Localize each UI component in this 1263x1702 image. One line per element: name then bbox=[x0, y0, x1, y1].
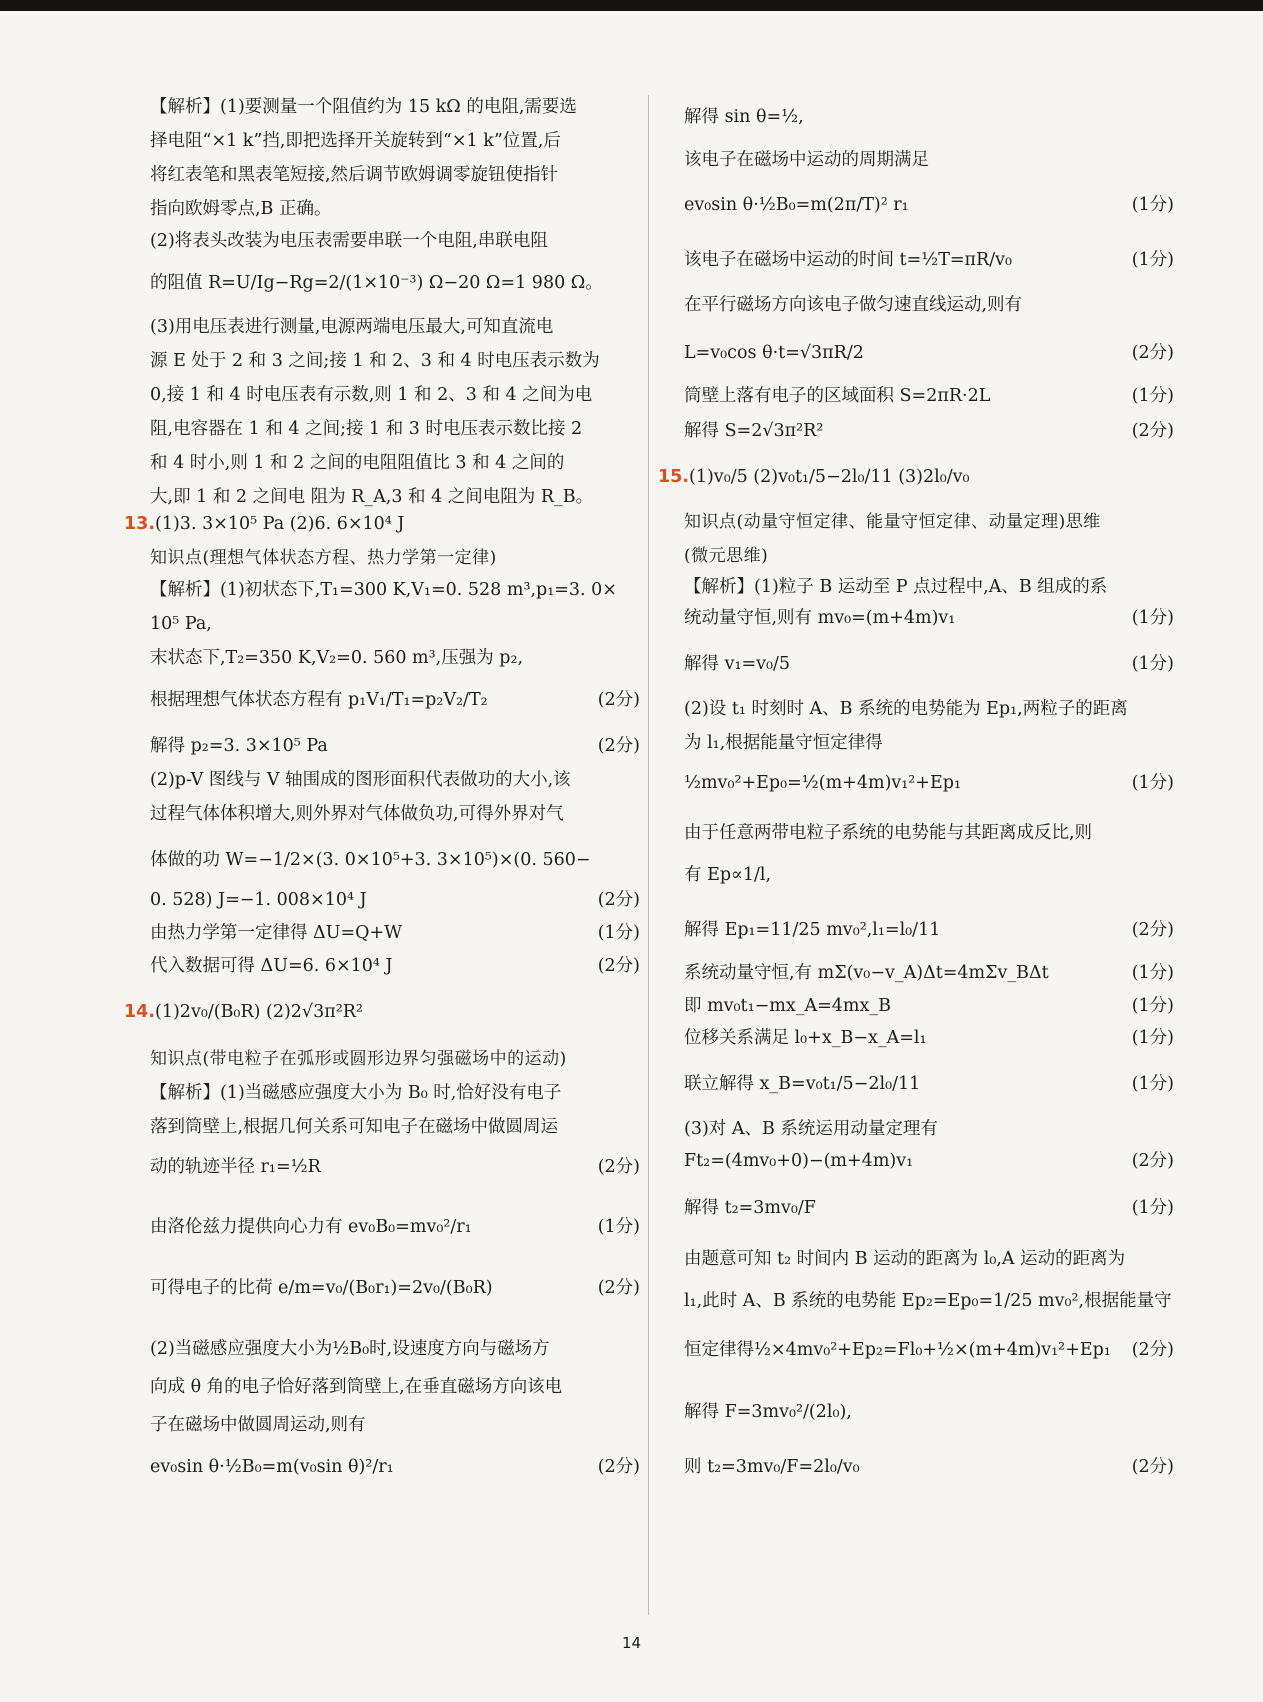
scored-line: 根据理想气体状态方程有 p₁V₁/T₁=p₂V₂/T₂ (2分) bbox=[150, 690, 640, 710]
text-line: (2)当磁感应强度大小为½B₀时,设速度方向与磁场方 bbox=[150, 1339, 550, 1359]
text-line: (3)用电压表进行测量,电源两端电压最大,可知直流电 bbox=[150, 317, 554, 337]
question-number: 14. bbox=[124, 1002, 156, 1022]
text-line: (3)对 A、B 系统运用动量定理有 bbox=[684, 1119, 938, 1139]
text-line: 子在磁场中做圆周运动,则有 bbox=[150, 1415, 366, 1435]
scored-line: 解得 v₁=v₀/5 (1分) bbox=[684, 654, 1174, 674]
scored-line: 解得 S=2√3π²R² (2分) bbox=[684, 421, 1174, 441]
q13-answer bbox=[124, 507, 640, 541]
text-line: (2)将表头改装为电压表需要串联一个电阻,串联电阻 bbox=[150, 231, 548, 251]
q15-knowledge-point bbox=[684, 505, 1174, 573]
question-number: 13. bbox=[124, 514, 156, 534]
text-line: 的阻值 R=U/Ig−Rg=2/(1×10⁻³) Ω−20 Ω=1 980 Ω。 bbox=[150, 273, 603, 293]
question-number: 15. bbox=[658, 467, 690, 487]
text-line: 【解析】(1)粒子 B 运动至 P 点过程中,A、B 组成的系 bbox=[684, 577, 1108, 597]
text-line: 【解析】(1)要测量一个阻值约为 15 kΩ 的电阻,需要选 bbox=[150, 97, 577, 117]
scored-line: 解得 t₂=3mv₀/F (1分) bbox=[684, 1198, 1174, 1218]
q13-analysis bbox=[150, 573, 640, 675]
column-divider bbox=[648, 95, 649, 1615]
text-line: 为 l₁,根据能量守恒定律得 bbox=[684, 733, 883, 753]
text-line: l₁,此时 A、B 系统的电势能 Ep₂=Ep₀=1/25 mv₀²,根据能量守 bbox=[684, 1291, 1172, 1311]
text-line: 体做的功 W=−1/2×(3. 0×10⁵+3. 3×10⁵)×(0. 560− bbox=[150, 850, 591, 870]
text-line: 该电子在磁场中运动的周期满足 bbox=[684, 150, 929, 170]
text-line: 向成 θ 角的电子恰好落到筒壁上,在垂直磁场方向该电 bbox=[150, 1377, 563, 1397]
text-line: 在平行磁场方向该电子做匀速直线运动,则有 bbox=[684, 295, 1023, 315]
text-line: 知识点(动量守恒定律、能量守恒定律、动量定理)思维 bbox=[684, 512, 1101, 532]
text-line: 大,即 1 和 2 之间电 阻为 R_A,3 和 4 之间电阻为 R_B。 bbox=[150, 487, 594, 507]
scored-line: 该电子在磁场中运动的时间 t=½T=πR/v₀ (1分) bbox=[684, 250, 1174, 270]
q13-analysis-part2 bbox=[150, 763, 640, 831]
text-line: 由于任意两带电粒子系统的电势能与其距离成反比,则 bbox=[684, 823, 1093, 843]
scored-line: Ft₂=(4mv₀+0)−(m+4m)v₁ (2分) bbox=[684, 1151, 1174, 1171]
scored-line: 代入数据可得 ΔU=6. 6×10⁴ J (2分) bbox=[150, 956, 640, 976]
text-line: 源 E 处于 2 和 3 之间;接 1 和 2、3 和 4 时电压表示数为 bbox=[150, 351, 600, 371]
q12-analysis-part3 bbox=[150, 310, 640, 514]
answer-text: (1)v₀/5 (2)v₀t₁/5−2l₀/11 (3)2l₀/v₀ bbox=[689, 467, 970, 487]
page-number: 14 bbox=[621, 1634, 642, 1652]
q12-analysis-part2 bbox=[150, 220, 640, 304]
text-line: 0,接 1 和 4 时电压表有示数,则 1 和 2、3 和 4 之间为电 bbox=[150, 385, 593, 405]
q14-knowledge-point: 知识点(带电粒子在弧形或圆形边界匀强磁场中的运动) bbox=[150, 1049, 567, 1069]
scored-line: ev₀sin θ·½B₀=m(2π/T)² r₁ (1分) bbox=[684, 195, 1174, 215]
text-line: 阻,电容器在 1 和 4 之间;接 1 和 3 时电压表示数比接 2 bbox=[150, 419, 583, 439]
scored-line: 0. 528) J=−1. 008×10⁴ J (2分) bbox=[150, 890, 640, 910]
scored-line: 由洛伦兹力提供向心力有 ev₀B₀=mv₀²/r₁ (1分) bbox=[150, 1217, 640, 1237]
scored-line: 解得 p₂=3. 3×10⁵ Pa (2分) bbox=[150, 736, 640, 756]
q15-analysis-part3 bbox=[684, 812, 1174, 896]
text-line: 落到筒壁上,根据几何关系可知电子在磁场中做圆周运 bbox=[150, 1117, 559, 1137]
text-line: 和 4 时小,则 1 和 2 之间的电阻阻值比 3 和 4 之间的 bbox=[150, 453, 565, 473]
q14-analysis-part2 bbox=[150, 1330, 640, 1444]
text-line: 择电阻“×1 k”挡,即把选择开关旋转到“×1 k”位置,后 bbox=[150, 131, 561, 151]
scored-line: 动的轨迹半径 r₁=½R (2分) bbox=[150, 1157, 640, 1177]
text-line: 有 Ep∝1/l, bbox=[684, 865, 772, 885]
text-line: 由题意可知 t₂ 时间内 B 运动的距离为 l₀,A 运动的距离为 bbox=[684, 1249, 1126, 1269]
scored-line: ½mv₀²+Ep₀=½(m+4m)v₁²+Ep₁ (1分) bbox=[684, 773, 1174, 793]
text-line: (微元思维) bbox=[684, 546, 769, 566]
text-line: 过程气体体积增大,则外界对气体做负功,可得外界对气 bbox=[150, 804, 564, 824]
scored-line: 恒定律得½×4mv₀²+Ep₂=Fl₀+½×(m+4m)v₁²+Ep₁ (2分) bbox=[684, 1340, 1174, 1360]
text-line: 解得 F=3mv₀²/(2l₀), bbox=[684, 1402, 852, 1422]
scored-line: 系统动量守恒,有 mΣ(v₀−v_A)Δt=4mΣv_BΔt (1分) bbox=[684, 963, 1174, 983]
text-line: 指向欧姆零点,B 正确。 bbox=[150, 199, 332, 219]
q12-analysis-part1 bbox=[150, 90, 640, 226]
text-line: 【解析】(1)初状态下,T₁=300 K,V₁=0. 528 m³,p₁=3. 0× bbox=[150, 580, 617, 600]
scored-line: 可得电子的比荷 e/m=v₀/(B₀r₁)=2v₀/(B₀R) (2分) bbox=[150, 1278, 640, 1298]
scored-line: 统动量守恒,则有 mv₀=(m+4m)v₁ (1分) bbox=[684, 608, 1174, 628]
text-line: 【解析】(1)当磁感应强度大小为 B₀ 时,恰好没有电子 bbox=[150, 1083, 562, 1103]
q15-analysis-part4 bbox=[684, 1238, 1174, 1322]
scored-line: 即 mv₀t₁−mx_A=4mx_B (1分) bbox=[684, 996, 1174, 1016]
q15-analysis-part2 bbox=[684, 692, 1174, 760]
text-line: 10⁵ Pa, bbox=[150, 614, 212, 634]
q14-analysis bbox=[150, 1076, 640, 1144]
scored-line: 筒壁上落有电子的区域面积 S=2πR·2L (1分) bbox=[684, 386, 1174, 406]
answer-text: (1)2v₀/(B₀R) (2)2√3π²R² bbox=[155, 1002, 363, 1022]
scored-line: L=v₀cos θ·t=√3πR/2 (2分) bbox=[684, 343, 1174, 363]
scored-line: 则 t₂=3mv₀/F=2l₀/v₀ (2分) bbox=[684, 1457, 1174, 1477]
q14-answer bbox=[124, 995, 640, 1029]
text-line: 末状态下,T₂=350 K,V₂=0. 560 m³,压强为 p₂, bbox=[150, 648, 524, 668]
q15-answer bbox=[658, 460, 1174, 494]
text-line: (2)p-V 图线与 V 轴围成的图形面积代表做功的大小,该 bbox=[150, 770, 571, 790]
answer-text: (1)3. 3×10⁵ Pa (2)6. 6×10⁴ J bbox=[155, 514, 405, 534]
scan-top-edge bbox=[0, 0, 1263, 11]
scored-line: 解得 Ep₁=11/25 mv₀²,l₁=l₀/11 (2分) bbox=[684, 920, 1174, 940]
scored-line: 位移关系满足 l₀+x_B−x_A=l₁ (1分) bbox=[684, 1028, 1174, 1048]
scored-line: 由热力学第一定律得 ΔU=Q+W (1分) bbox=[150, 923, 640, 943]
scored-line: ev₀sin θ·½B₀=m(v₀sin θ)²/r₁ (2分) bbox=[150, 1457, 640, 1477]
text-line: 将红表笔和黑表笔短接,然后调节欧姆调零旋钮使指针 bbox=[150, 165, 559, 185]
text-line: (2)设 t₁ 时刻时 A、B 系统的电势能为 Ep₁,两粒子的距离 bbox=[684, 699, 1128, 719]
scored-line: 联立解得 x_B=v₀t₁/5−2l₀/11 (1分) bbox=[684, 1074, 1174, 1094]
q13-knowledge-point: 知识点(理想气体状态方程、热力学第一定律) bbox=[150, 548, 497, 568]
text-line: 解得 sin θ=½, bbox=[684, 107, 804, 127]
